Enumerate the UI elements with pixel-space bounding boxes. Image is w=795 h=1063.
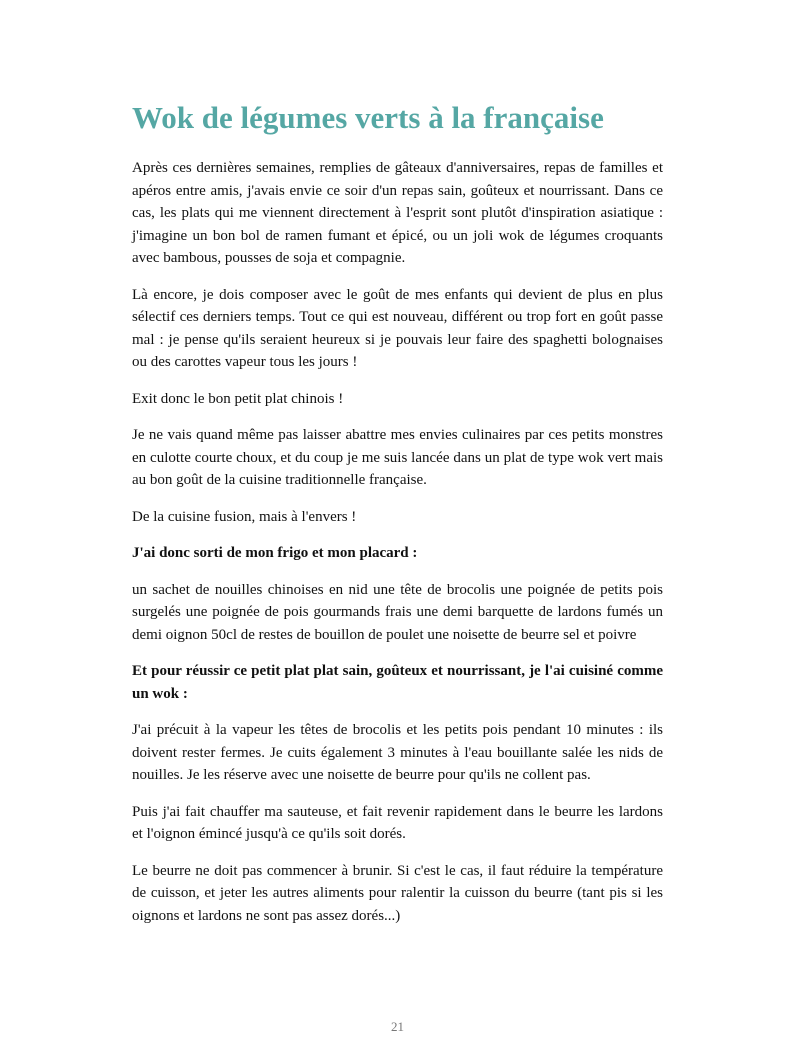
- article-body: [132, 157, 663, 941]
- method-heading: Et pour réussir ce petit plat plat sain, goûteux et nourrissant, je l'ai cuisiné comme un wok :: [132, 663, 663, 702]
- paragraph-fusion: De la cuisine fusion, mais à l'envers !: [132, 508, 357, 525]
- ingredients-heading: J'ai donc sorti de mon frigo et mon placard :: [132, 545, 418, 561]
- paragraph-children-taste: Là encore, je dois composer avec le goût de mes enfants qui devient de plus en plus sélectif ces derniers temps. Tout ce qui est nouveau, différent ou trop fort en goût passe mal : je pense qu'ils seraient heureux si je pouvais leur faire des spaghetti bolognaises ou des carottes vapeur tous les jours !: [132, 286, 663, 370]
- paragraph-butter: Le beurre ne doit pas commencer à brunir. Si c'est le cas, il faut réduire la température de cuisson, et jeter les autres aliments pour ralentir la cuisson du beurre (tant pis si les oignons et lardons ne sont pas assez dorés...): [132, 862, 663, 924]
- ingredients-list: un sachet de nouilles chinoises en nid une tête de brocolis une poignée de petits pois surgelés une poignée de pois gourmands frais une demi barquette de lardons fumés un demi oignon 50cl de restes de bouillon de poulet une noisette de beurre sel et poivre: [132, 581, 663, 643]
- paragraph-precook: J'ai précuit à la vapeur les têtes de brocolis et les petits pois pendant 10 minutes : ils doivent rester fermes. Je cuits également 3 minutes à l'eau bouillante salée les nids de nouilles. Je les réserve avec une noisette de beurre pour qu'ils ne collent pas.: [132, 722, 663, 783]
- page-number: 21: [391, 1019, 404, 1034]
- paragraph-intro: Après ces dernières semaines, remplies de gâteaux d'anniversaires, repas de familles et apéros entre amis, j'avais envie ce soir d'un repas sain, goûteux et nourrissant. Dans ce cas, les plats qui me viennent directement à l'esprit sont plutôt d'inspiration asiatique : j'imagine un bon bol de ramen fumant et épicé, ou un joli wok de légumes croquants avec bambous, pousses de soja et compagnie.: [132, 160, 663, 266]
- article-title: Wok de légumes verts à la française: [132, 100, 604, 135]
- paragraph-saute: Puis j'ai fait chauffer ma sauteuse, et fait revenir rapidement dans le beurre les lardons et l'oignon émincé jusqu'à ce qu'ils soit dorés.: [132, 803, 663, 842]
- paragraph-culinary-desires: Je ne vais quand même pas laisser abattre mes envies culinaires par ces petits monstres en culotte courte choux, et du coup je me suis lancée dans un plat de type wok vert mais au bon goût de la cuisine traditionnelle française.: [132, 427, 663, 488]
- paragraph-exit: Exit donc le bon petit plat chinois !: [132, 390, 344, 407]
